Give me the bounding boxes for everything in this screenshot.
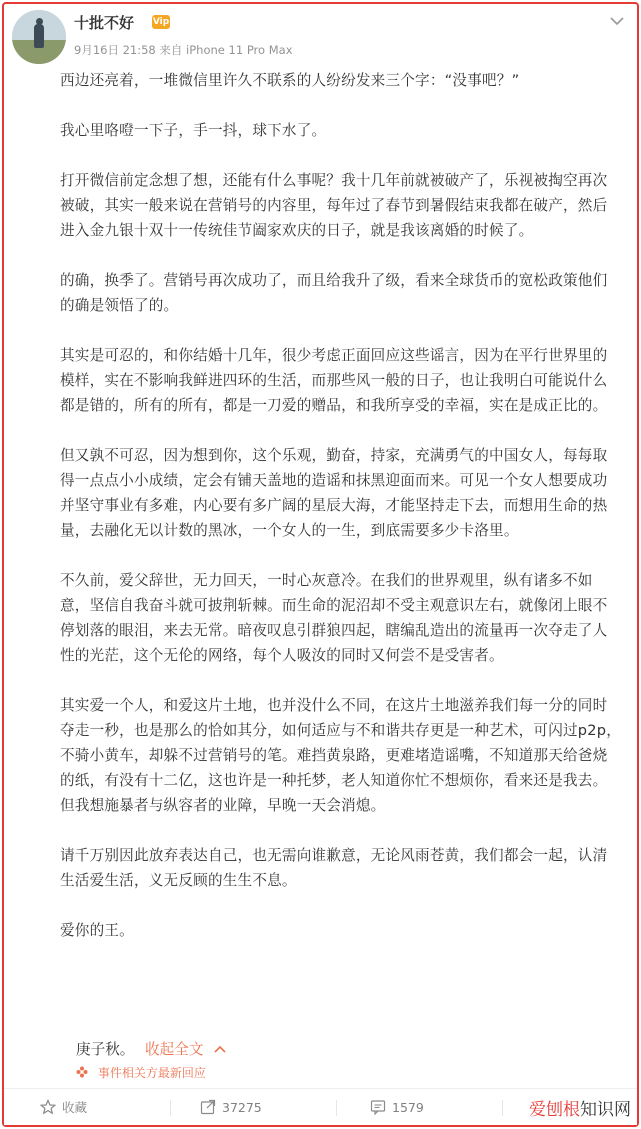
repost-count: 37275 xyxy=(222,1100,262,1115)
avatar[interactable] xyxy=(12,10,66,64)
paragraph: 西边还亮着，一堆微信里许久不联系的人纷纷发来三个字：“没事吧？” xyxy=(60,72,520,89)
paragraph: 我心里咯噔一下子，手一抖，球下水了。 xyxy=(60,122,327,139)
paragraph: 其实爱一个人，和爱这片土地，也并没什么不同，在这片土地滋养我们每一分的同时夺走一秒，也是那么的恰如其分，如何适应与不和谐共存更是一种艺术，可闪过p2p，不骑小黄车，却躲不过营销号的笔。难挡黄泉路，更难堵造谣嘴，不知道那天给爸烧的纸，有没有十二亿，这也许是一种托梦，老人知道你忙不想烦你，看来还是我去。但我想施暴者与纵容者的业障，早晚一天会消熄。 xyxy=(60,697,621,814)
signature-line xyxy=(76,1038,226,1059)
chevron-down-icon[interactable] xyxy=(608,14,626,28)
post-header xyxy=(12,10,632,64)
paragraph: 爱你的王。 xyxy=(60,922,134,939)
post-card xyxy=(2,2,639,1127)
site-watermark xyxy=(529,1095,631,1120)
comment-icon xyxy=(370,1099,386,1115)
chevron-up-icon[interactable] xyxy=(214,1044,226,1054)
repost-button[interactable] xyxy=(200,1089,262,1126)
paragraph: 的确，换季了。营销号再次成功了，而且给我升了级，看来全球货币的宽松政策他们的确是领悟了的。 xyxy=(60,272,608,314)
user-name[interactable]: 十批不好 xyxy=(74,14,135,32)
paragraph: 打开微信前定念想了想，还能有什么事呢？我十几年前就被破产了，乐视被掏空再次被破，其实一般来说在营销号的内容里，每年过了春节到暑假结束我都在破产，然后进入金九银十双十一传统佳节阖家欢庆的日子，就是我该离婚的时候了。 xyxy=(60,172,608,239)
star-icon xyxy=(40,1099,56,1115)
favorite-label: 收藏 xyxy=(62,1100,88,1115)
official-response-link[interactable] xyxy=(76,1064,206,1081)
post-meta: 9月16日 21:58 来自 iPhone 11 Pro Max xyxy=(74,43,293,57)
flower-icon xyxy=(76,1066,88,1078)
share-icon xyxy=(200,1099,216,1115)
paragraph: 请千万别因此放弃表达自己，也无需向谁歉意，无论风雨苍黄，我们都会一起，认清生活爱生活，义无反顾的生生不息。 xyxy=(60,847,608,889)
vip-badge: Vip xyxy=(152,17,170,27)
watermark-brand: 爱刨根 xyxy=(529,1100,580,1120)
paragraph: 但又孰不可忍，因为想到你，这个乐观，勤奋，持家，充满勇气的中国女人，每每取得一点点小小成绩，定会有铺天盖地的造谣和抹黑迎面而来。可见一个女人想要成功并坚守事业有多难，内心要有多广阔的星辰大海，才能坚持走下去，而想用生命的热量，去融化无以计数的黑冰，一个女人的一生，到底需要多少卡洛里。 xyxy=(60,447,608,539)
signature: 庚子秋。 xyxy=(76,1041,135,1058)
post-content xyxy=(60,68,622,968)
official-response-label[interactable]: 事件相关方最新回应 xyxy=(97,1066,206,1080)
watermark-suffix: 知识网 xyxy=(580,1100,631,1120)
favorite-button[interactable] xyxy=(40,1089,87,1126)
paragraph: 其实是可忍的，和你结婚十几年，很少考虑正面回应这些谣言，因为在平行世界里的模样，实在不影响我鲜进四环的生活，而那些风一般的日子，也让我明白可能说什么都是错的，所有的所有，都是一刀爱的赠品，和我所享受的幸福，实在是成正比的。 xyxy=(60,347,608,414)
comment-button[interactable] xyxy=(370,1089,424,1126)
paragraph: 不久前，爱父辞世，无力回天，一时心灰意冷。在我们的世界观里，纵有诸多不如意，坚信自我奋斗就可披荆斩棘。而生命的泥沼却不受主观意识左右，就像闭上眼不停划落的眼泪，来去无常。暗夜叹息引群狼四起，瞎编乱造出的流量再一次夺走了人性的光茫，这个无伦的网络，每个人吸汝的同时又何尝不是受害者。 xyxy=(60,572,608,664)
comment-count: 1579 xyxy=(392,1100,424,1115)
collapse-button[interactable]: 收起全文 xyxy=(145,1041,204,1058)
